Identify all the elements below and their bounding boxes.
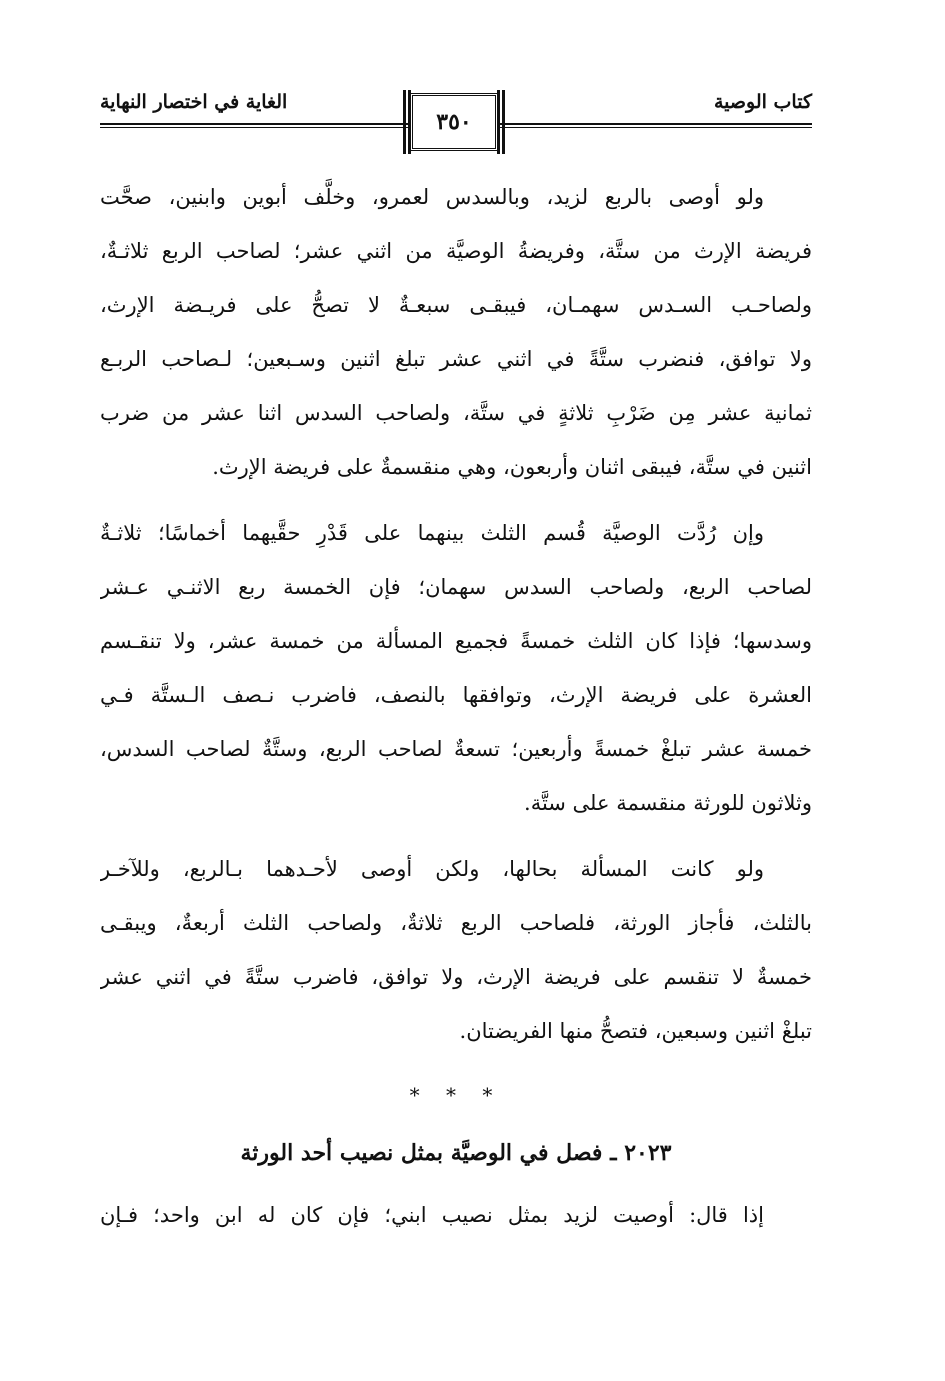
text-line: خمسة عشر تبلغْ خمسةً وأربعين؛ تسعةٌ لصاحب الربع، وستَّةٌ لصاحب السدس، — [100, 737, 812, 761]
text-line: وسدسها؛ فإذا كان الثلث خمسةً فجميع المسألة من خمسة عشر، ولا تنقـسم — [100, 629, 812, 653]
chapter-title: كتاب الوصية — [713, 91, 812, 113]
book-title: الغاية في اختصار النهاية — [100, 91, 288, 113]
paragraph-2 — [100, 506, 812, 830]
page-body — [100, 170, 812, 1254]
section-heading: ٢٠٢٣ ـ فصل في الوصيَّة بمثل نصيب أحد الورثة — [240, 1140, 672, 1166]
page-number: ٣٥٠ — [436, 109, 472, 135]
page-header — [100, 85, 812, 155]
text-line: وإن رُدَّت الوصيَّة قُسم الثلث بينهما على قَدْرِ حقَّيهما أخماسًا؛ ثلاثـةٌ — [100, 521, 764, 545]
text-line: ولو كانت المسألة بحالها، ولكن أوصى لأحـدهما بـالربع، وللآخـر — [100, 857, 764, 881]
text-line: فريضة الإرث من ستَّة، وفريضةُ الوصيَّة من اثني عشر؛ لصاحب الربع ثلاثـةٌ، — [100, 239, 812, 263]
text-line: العشرة على فريضة الإرث، وتوافقها بالنصف، فاضرب نـصف الـستَّة فـي — [100, 683, 812, 707]
page-number-frame — [410, 93, 498, 151]
text-line: ثمانية عشر مِن ضَرْبِ ثلاثةٍ في ستَّة، ولصاحب السدس اثنا عشر من ضرب — [100, 401, 812, 425]
text-line: اثنين في ستَّة، فيبقى اثنان وأربعون، وهي منقسمةٌ على فريضة الإرث. — [212, 455, 812, 479]
text-line: ولا توافق، فنضرب ستَّةً في اثني عشر تبلغ اثنين وسـبعين؛ لـصاحب الربـع — [100, 347, 812, 371]
section-separator: * * * — [409, 1083, 503, 1107]
text-line: خمسةٌ لا تنقسم على فريضة الإرث، ولا توافق، فاضرب ستَّةً في اثني عشر — [100, 965, 812, 989]
text-line: ولو أوصى بالربع لزيد، وبالسدس لعمرو، وخلَّف أبوين وابنين، صحَّت — [100, 185, 764, 209]
text-line: لصاحب الربع، ولصاحب السدس سهمان؛ فإن الخمسة ربع الاثنـي عـشر — [100, 575, 812, 599]
text-line: تبلغْ اثنين وسبعين، فتصحُّ منها الفريضتان. — [459, 1019, 812, 1043]
paragraph-1 — [100, 170, 812, 494]
paragraph-3 — [100, 842, 812, 1058]
section-paragraph — [100, 1188, 812, 1242]
text-line: إذا قال: أوصيت لزيد بمثل نصيب ابني؛ فإن كان له ابن واحد؛ فـإن — [100, 1203, 764, 1227]
text-line: ولصاحـب السـدس سهمـان، فيبقـى سبعـةٌ لا تصحُّ على فريـضة الإرث، — [100, 293, 812, 317]
text-line: وثلاثون للورثة منقسمة على ستَّة. — [524, 791, 812, 815]
text-line: بالثلث، فأجاز الورثة، فلصاحب الربع ثلاثةٌ، ولصاحب الثلث أربعةٌ، ويبقـى — [100, 911, 812, 935]
